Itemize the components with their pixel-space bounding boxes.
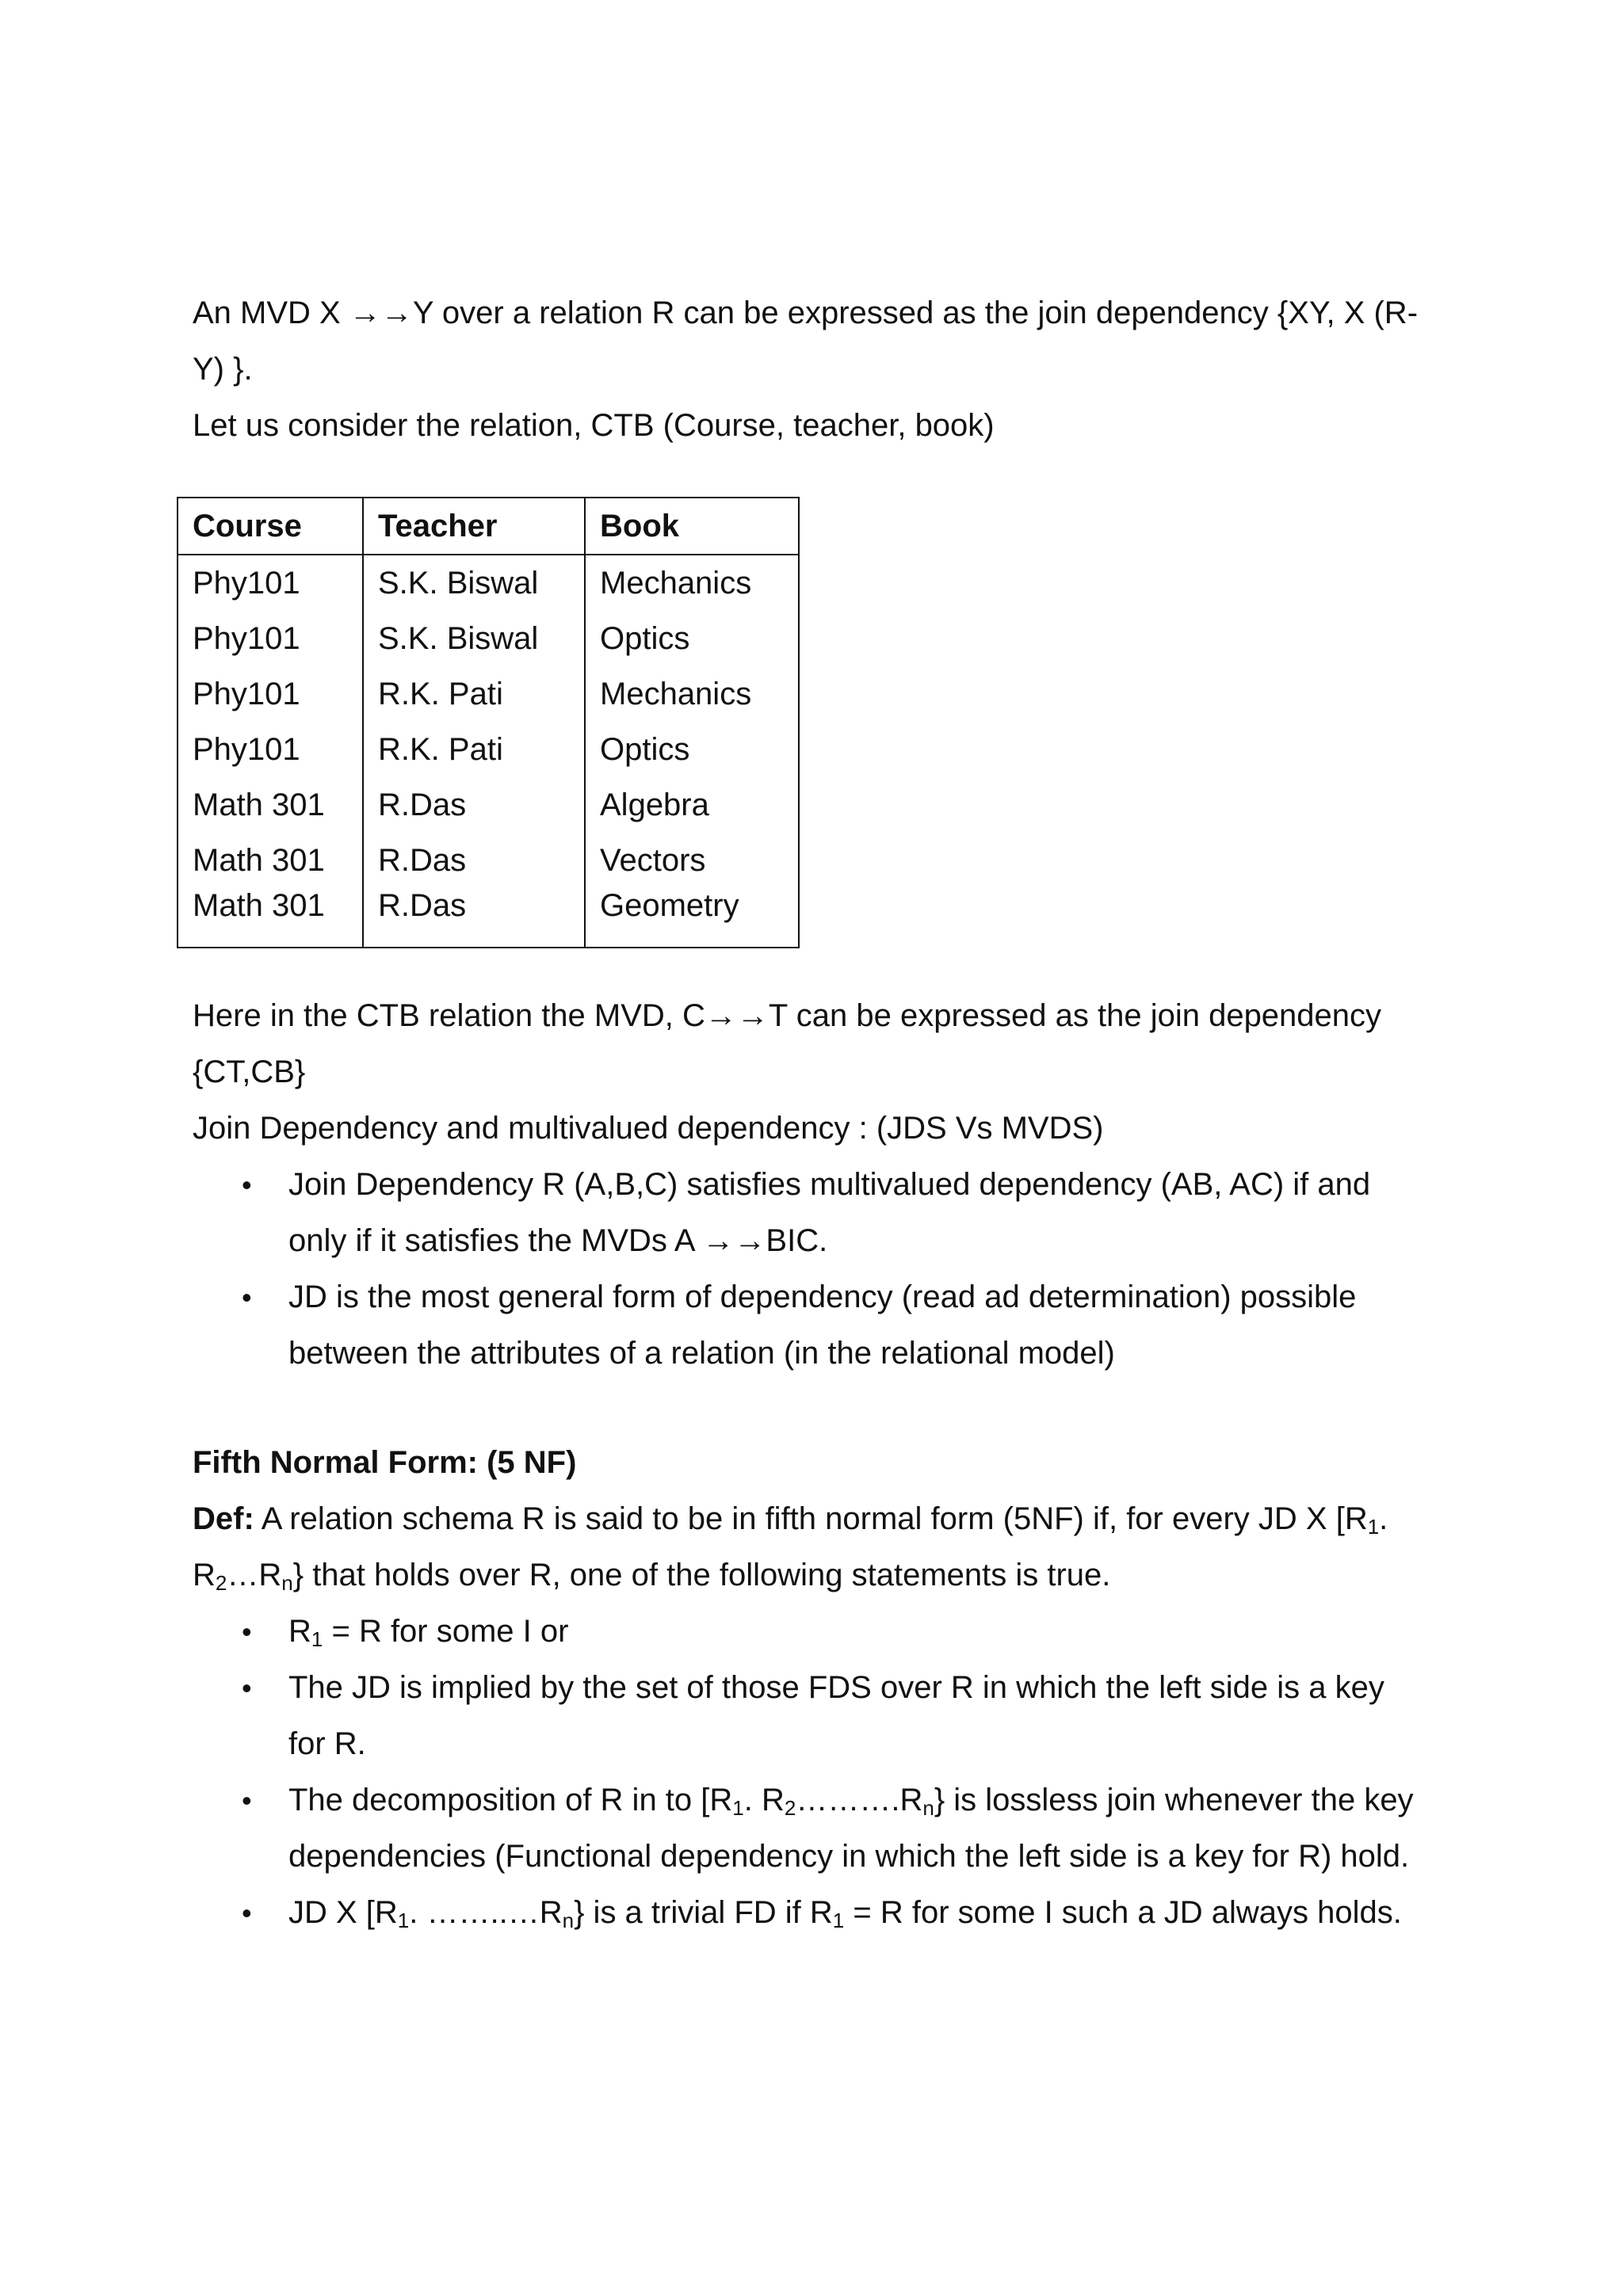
bullet-line: only if it satisfies the MVDs A →→BIC. [288,1223,828,1258]
def-label: Def: [193,1501,254,1536]
def-text: A relation schema R is said to be in fifth normal form (5NF) if, for every JD X [R [254,1501,1368,1536]
ctb-paragraph [193,988,1445,1157]
intro-line-3: Let us consider the relation, CTB (Course, teacher, book) [193,408,995,443]
bullet-line: between the attributes of a relation (in the relational model) [288,1336,1115,1371]
ctb-table-wrapper [177,497,1445,948]
subscript: 2 [784,1796,796,1820]
table-row [178,722,799,777]
bullet-text: . R [743,1783,785,1817]
cell-teacher: R.K. Pati [363,722,585,777]
subscript: 1 [397,1909,410,1932]
definition-line-1 [193,1491,1445,1547]
cell-course: Phy101 [193,565,300,601]
bullet-text: = R for some I or [323,1614,569,1649]
bullet-icon: • [242,1615,252,1648]
subscript: 1 [732,1796,744,1820]
cell-book: Vectors [585,833,799,888]
table-row [178,888,799,948]
bullet-text: . ……..…R [409,1895,563,1930]
jd-bullet-list [193,1157,1445,1382]
cell-teacher: R.K. Pati [363,666,585,722]
cell-book: Optics [585,611,799,666]
jd-vs-mvd-heading: Join Dependency and multivalued dependency : (JDS Vs MVDS) [193,1111,1104,1146]
bullet-text: JD X [R [288,1895,398,1930]
list-item [193,1269,1445,1382]
bullet-text: = R for some I such a JD always holds. [844,1895,1402,1930]
subscript: 1 [1367,1515,1380,1539]
bullet-line [288,1885,1445,1941]
definition-line-2 [193,1547,1445,1604]
header-book: Book [585,498,799,555]
table-row [178,666,799,722]
list-item [193,1772,1445,1885]
ctb-para-line-2: {CT,CB} [193,1055,306,1089]
bullet-line: for R. [288,1726,366,1761]
bullet-text: } is a trivial FD if R [574,1895,833,1930]
subscript: n [562,1909,575,1932]
bullet-line: Join Dependency R (A,B,C) satisfies multivalued dependency (AB, AC) if and [288,1167,1371,1202]
cell-book: Optics [585,722,799,777]
subscript: n [922,1796,934,1820]
intro-line-2: Y) }. [193,352,253,387]
cell-book: Algebra [585,777,799,833]
table-row [178,833,799,888]
bullet-icon: • [242,1169,252,1201]
bullet-text: ……….R [796,1783,923,1817]
cell-book: Mechanics [585,555,799,611]
cell-course: Phy101 [193,676,300,711]
bullet-text: R [288,1614,311,1649]
header-course: Course [178,498,363,555]
table-header-row [178,498,799,555]
fifth-nf-bullet-list [193,1604,1445,1941]
fifth-nf-heading: Fifth Normal Form: (5 NF) [193,1445,577,1480]
cell-teacher: S.K. Biswal [363,555,585,611]
section-gap [193,1382,1445,1435]
list-item [193,1157,1445,1269]
header-teacher: Teacher [363,498,585,555]
subscript: 1 [832,1909,845,1932]
table-row [178,555,799,611]
cell-teacher: S.K. Biswal [363,611,585,666]
bullet-icon: • [242,1784,252,1817]
table-row [178,611,799,666]
ctb-table [177,497,800,948]
cell-course: Phy101 [193,620,300,656]
cell-teacher: R.Das [363,777,585,833]
cell-course: Math 301 [193,842,325,878]
bullet-line [288,1604,1445,1660]
subscript: 1 [311,1627,323,1651]
cell-book: Mechanics [585,666,799,722]
bullet-line: JD is the most general form of dependency (read ad determination) possible [288,1280,1357,1314]
def-text: …R [227,1558,282,1592]
bullet-line: dependencies (Functional dependency in which the left side is a key for R) hold. [288,1839,1410,1874]
ctb-para-line-1: Here in the CTB relation the MVD, C→→T can be expressed as the join dependency [193,998,1382,1033]
table-row [178,777,799,833]
bullet-icon: • [242,1897,252,1929]
cell-course: Math 301 [193,787,325,822]
bullet-icon: • [242,1281,252,1314]
bullet-text: } is lossless join whenever the key [934,1783,1414,1817]
def-text: } that holds over R, one of the following statements is true. [292,1558,1111,1592]
bullet-line: The JD is implied by the set of those FDS over R in which the left side is a key [288,1670,1384,1705]
cell-course: Math 301 [193,888,325,923]
def-text: R [193,1558,216,1592]
list-item [193,1604,1445,1660]
bullet-icon: • [242,1672,252,1704]
cell-course: Phy101 [193,731,300,767]
intro-line-1: An MVD X →→Y over a relation R can be expressed as the join dependency {XY, X (R- [193,296,1419,330]
list-item [193,1885,1445,1941]
bullet-line [288,1772,1445,1829]
list-item [193,1660,1445,1772]
def-text: . [1379,1501,1388,1536]
document-page [193,285,1445,1941]
bullet-text: The decomposition of R in to [R [288,1783,733,1817]
subscript: n [281,1571,293,1595]
cell-teacher: R.Das [363,888,585,948]
cell-book: Geometry [585,888,799,948]
cell-teacher: R.Das [363,833,585,888]
subscript: 2 [215,1571,227,1595]
